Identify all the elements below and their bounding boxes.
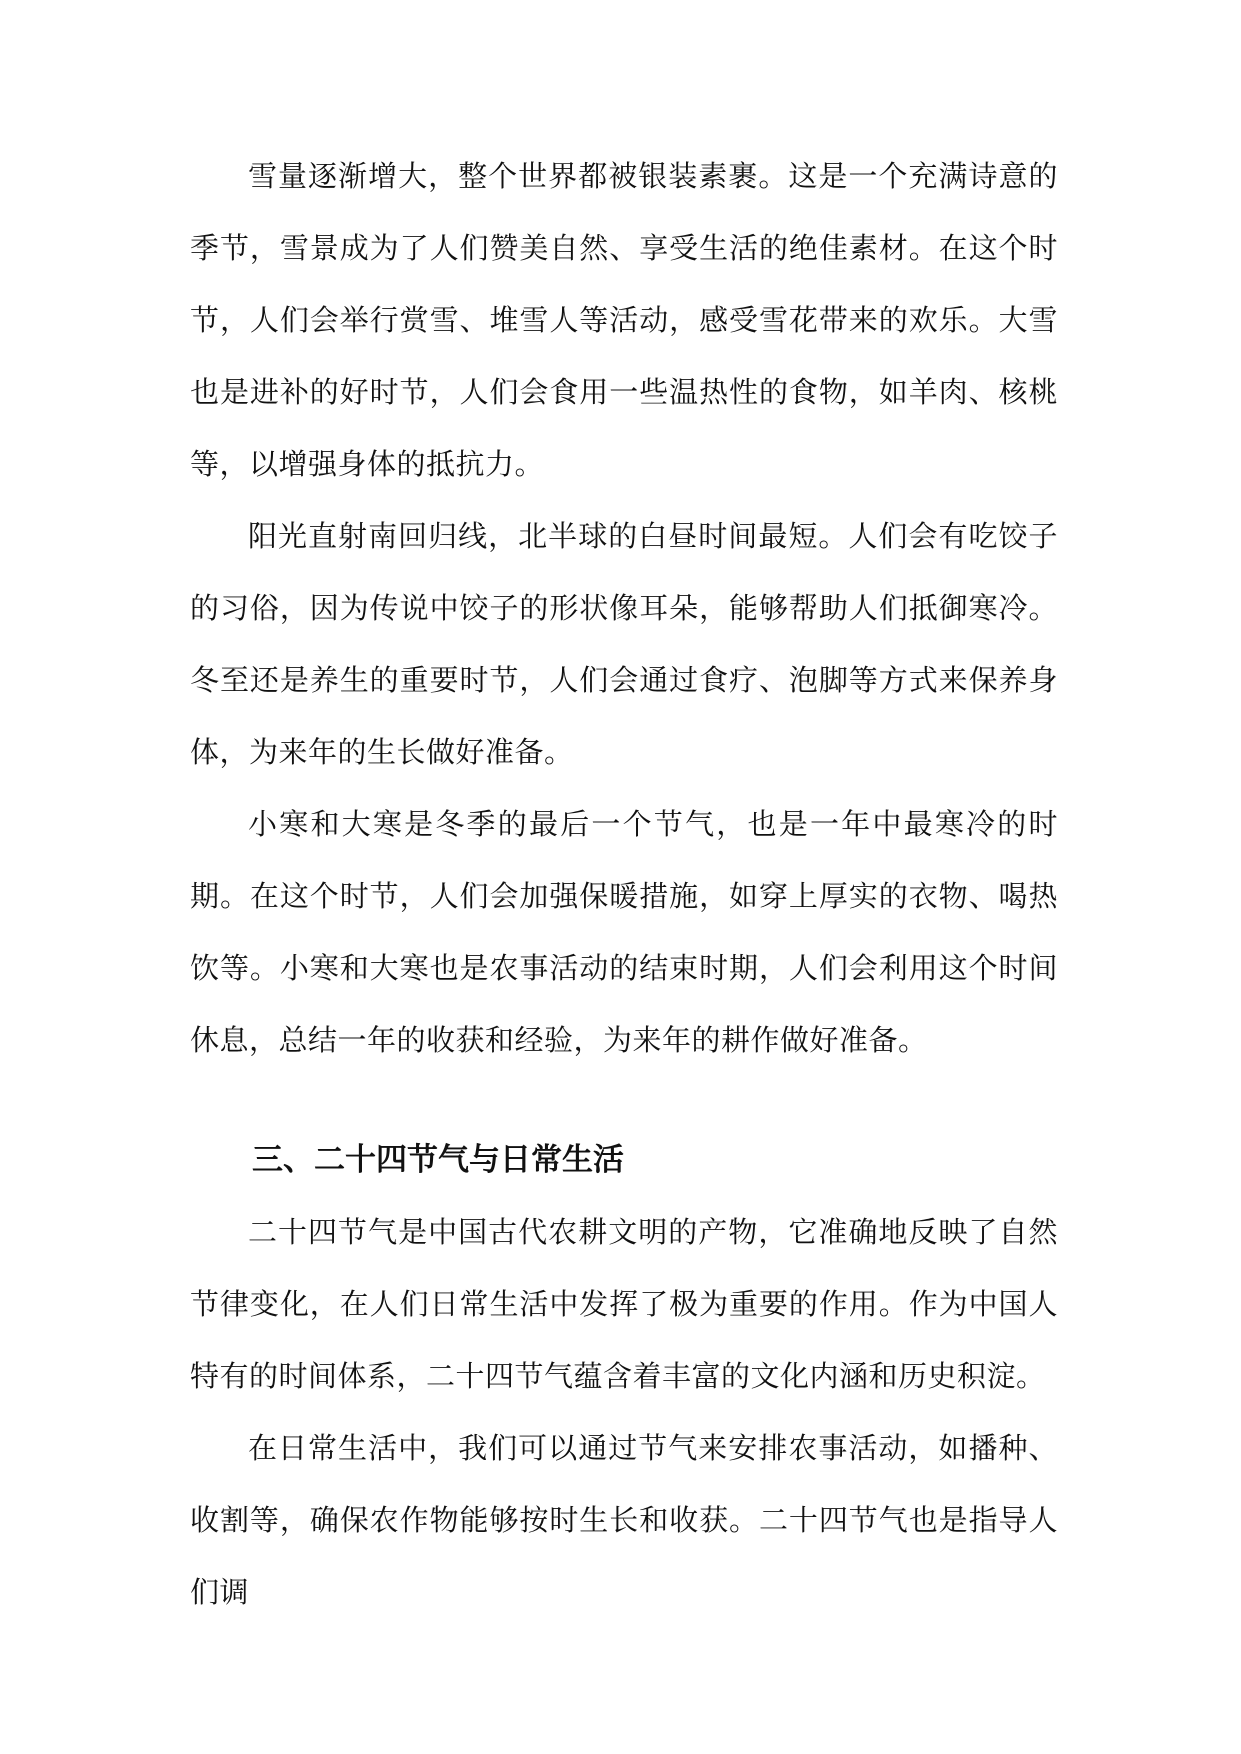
paragraph-xiaohan-dahan: 小寒和大寒是冬季的最后一个节气，也是一年中最寒冷的时期。在这个时节，人们会加强保暖措施，如穿上厚实的衣物、喝热饮等。小寒和大寒也是农事活动的结束时期，人们会利用这个时间休息，总结一年的收获和经验，为来年的耕作做好准备。 (190, 807, 1058, 1057)
paragraph-daily-life-intro: 二十四节气是中国古代农耕文明的产物，它准确地反映了自然节律变化，在人们日常生活中发挥了极为重要的作用。作为中国人特有的时间体系，二十四节气蕴含着丰富的文化内涵和历史积淀。 (190, 1215, 1058, 1393)
paragraph-dongzhi: 阳光直射南回归线，北半球的白昼时间最短。人们会有吃饺子的习俗，因为传说中饺子的形状像耳朵，能够帮助人们抵御寒冷。冬至还是养生的重要时节，人们会通过食疗、泡脚等方式来保养身体，为来年的生长做好准备。 (190, 519, 1058, 769)
paragraph-daxue: 雪量逐渐增大，整个世界都被银装素裹。这是一个充满诗意的季节，雪景成为了人们赞美自然、享受生活的绝佳素材。在这个时节，人们会举行赏雪、堆雪人等活动，感受雪花带来的欢乐。大雪也是进补的好时节，人们会食用一些温热性的食物，如羊肉、核桃等，以增强身体的抵抗力。 (190, 159, 1058, 481)
paragraph-daily-life-farming: 在日常生活中，我们可以通过节气来安排农事活动，如播种、收割等，确保农作物能够按时生长和收获。二十四节气也是指导人们调 (190, 1431, 1058, 1609)
document-body (190, 140, 1058, 1628)
section-heading: 三、二十四节气与日常生活 (252, 1142, 624, 1178)
